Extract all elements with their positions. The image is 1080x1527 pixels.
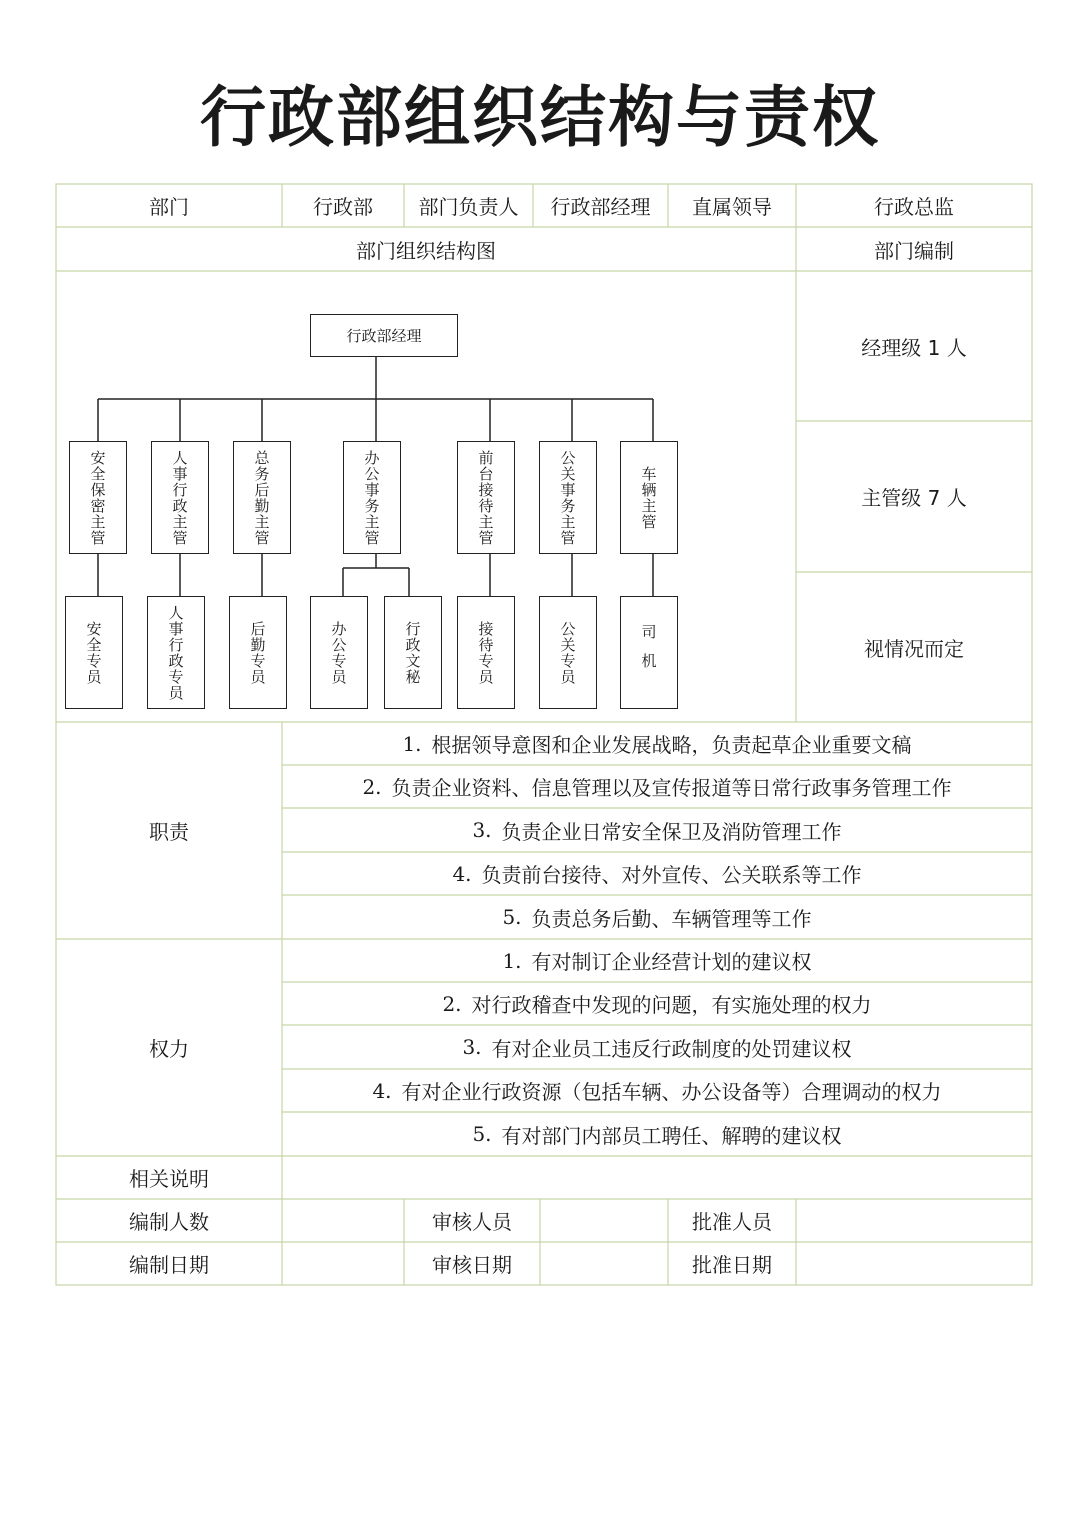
org-box-label: 总务后勤主管 bbox=[252, 449, 271, 546]
power-text: 有对企业行政资源（包括车辆、办公设备等）合理调动的权力 bbox=[401, 1080, 942, 1104]
org-box-reception-staff bbox=[457, 596, 515, 709]
org-box-label: 安全专员 bbox=[84, 620, 103, 685]
power-num: 5. bbox=[472, 1122, 492, 1146]
approve-date-label: 批准日期 bbox=[692, 1253, 772, 1277]
dept-label: 部门 bbox=[149, 195, 189, 219]
dept-head-value: 行政部经理 bbox=[550, 195, 651, 219]
reviewer-label: 审核人员 bbox=[432, 1210, 512, 1234]
approver-label: 批准人员 bbox=[692, 1210, 772, 1234]
duty-num: 4. bbox=[452, 861, 472, 886]
duty-num: 5. bbox=[502, 905, 522, 929]
duty-num: 3. bbox=[472, 818, 492, 842]
org-box-label: 接待专员 bbox=[476, 620, 495, 685]
duty-text: 根据领导意图和企业发展战略，负责起草企业重要文稿 bbox=[431, 733, 912, 757]
approver-value[interactable] bbox=[796, 1199, 1032, 1242]
duties-label: 职责 bbox=[149, 820, 189, 844]
duty-num: 1. bbox=[402, 731, 422, 756]
prepared-date-label: 编制日期 bbox=[129, 1253, 209, 1277]
prepared-date-value[interactable] bbox=[282, 1242, 404, 1285]
duty-item bbox=[282, 895, 1032, 939]
power-text: 有对企业员工违反行政制度的处罚建议权 bbox=[491, 1036, 852, 1061]
org-box-pr-supervisor bbox=[539, 441, 597, 554]
staffing-label: 部门编制 bbox=[874, 238, 954, 263]
dept-value: 行政部 bbox=[313, 195, 373, 219]
duty-text: 负责企业日常安全保卫及消防管理工作 bbox=[501, 819, 842, 844]
org-box-label: 人事行政专员 bbox=[166, 604, 185, 701]
duty-num: 2. bbox=[362, 774, 382, 799]
power-text: 对行政稽查中发现的问题，有实施处理的权力 bbox=[471, 993, 872, 1017]
power-num: 3. bbox=[462, 1035, 482, 1059]
dept-head-label: 部门负责人 bbox=[418, 195, 519, 219]
notes-label: 相关说明 bbox=[129, 1167, 209, 1191]
org-box-security-supervisor bbox=[69, 441, 127, 554]
duty-text: 负责前台接待、对外宣传、公关联系等工作 bbox=[481, 863, 862, 887]
org-chart-label: 部门组织结构图 bbox=[356, 238, 496, 263]
org-chart bbox=[56, 271, 796, 722]
org-box-label: 行政部经理 bbox=[346, 327, 422, 345]
org-box-office-supervisor bbox=[343, 441, 401, 554]
org-box-label: 办公专员 bbox=[329, 620, 348, 685]
staffing-level-1: 经理级 1 人 bbox=[861, 335, 967, 360]
duty-item bbox=[282, 765, 1032, 808]
org-box-label: 司机 bbox=[639, 623, 658, 682]
org-box-manager bbox=[310, 314, 458, 357]
duty-text: 负责总务后勤、车辆管理等工作 bbox=[531, 906, 812, 931]
review-date-label: 审核日期 bbox=[432, 1253, 512, 1277]
org-box-secretary bbox=[384, 596, 442, 709]
power-item bbox=[282, 982, 1032, 1025]
power-text: 有对制订企业经营计划的建议权 bbox=[531, 950, 812, 974]
org-box-label: 后勤专员 bbox=[248, 620, 267, 685]
org-box-label: 办公事务主管 bbox=[362, 449, 381, 546]
power-item bbox=[282, 1112, 1032, 1156]
org-box-label: 车辆主管 bbox=[639, 465, 658, 530]
review-date-value[interactable] bbox=[540, 1242, 668, 1285]
org-box-label: 安全保密主管 bbox=[88, 449, 107, 546]
powers-label: 权力 bbox=[149, 1037, 189, 1061]
power-num: 4. bbox=[372, 1078, 392, 1103]
duty-item bbox=[282, 722, 1032, 765]
org-box-hr-staff bbox=[147, 596, 205, 709]
org-box-reception-supervisor bbox=[457, 441, 515, 554]
org-box-office-staff bbox=[310, 596, 368, 709]
direct-leader-value: 行政总监 bbox=[874, 195, 954, 219]
org-box-vehicle-supervisor bbox=[620, 441, 678, 554]
duty-item bbox=[282, 852, 1032, 895]
staffing-level-2: 主管级 7 人 bbox=[861, 486, 967, 510]
power-item bbox=[282, 1069, 1032, 1112]
duty-item bbox=[282, 808, 1032, 852]
power-num: 2. bbox=[442, 991, 462, 1016]
org-box-logistics-staff bbox=[229, 596, 287, 709]
direct-leader-label: 直属领导 bbox=[692, 195, 772, 219]
page-title: 行政部组织结构与责权 bbox=[200, 79, 880, 156]
staff-count-label: 编制人数 bbox=[129, 1210, 209, 1234]
org-box-label: 行政文秘 bbox=[403, 620, 422, 685]
org-box-driver bbox=[620, 596, 678, 709]
staffing-level-3: 视情况而定 bbox=[864, 636, 964, 661]
org-box-logistics-supervisor bbox=[233, 441, 291, 554]
power-num: 1. bbox=[502, 948, 522, 973]
power-item bbox=[282, 939, 1032, 982]
org-box-label: 公关专员 bbox=[558, 620, 577, 685]
org-box-hr-supervisor bbox=[151, 441, 209, 554]
org-box-pr-staff bbox=[539, 596, 597, 709]
power-text: 有对部门内部员工聘任、解聘的建议权 bbox=[501, 1123, 842, 1148]
duty-text: 负责企业资料、信息管理以及宣传报道等日常行政事务管理工作 bbox=[391, 776, 952, 800]
notes-value[interactable] bbox=[282, 1156, 1032, 1199]
org-box-label: 公关事务主管 bbox=[558, 449, 577, 546]
reviewer-value[interactable] bbox=[540, 1199, 668, 1242]
staff-count-value[interactable] bbox=[282, 1199, 404, 1242]
approve-date-value[interactable] bbox=[796, 1242, 1032, 1285]
org-box-label: 前台接待主管 bbox=[476, 449, 495, 546]
power-item bbox=[282, 1025, 1032, 1069]
org-box-security-staff bbox=[65, 596, 123, 709]
org-box-label: 人事行政主管 bbox=[170, 449, 189, 546]
